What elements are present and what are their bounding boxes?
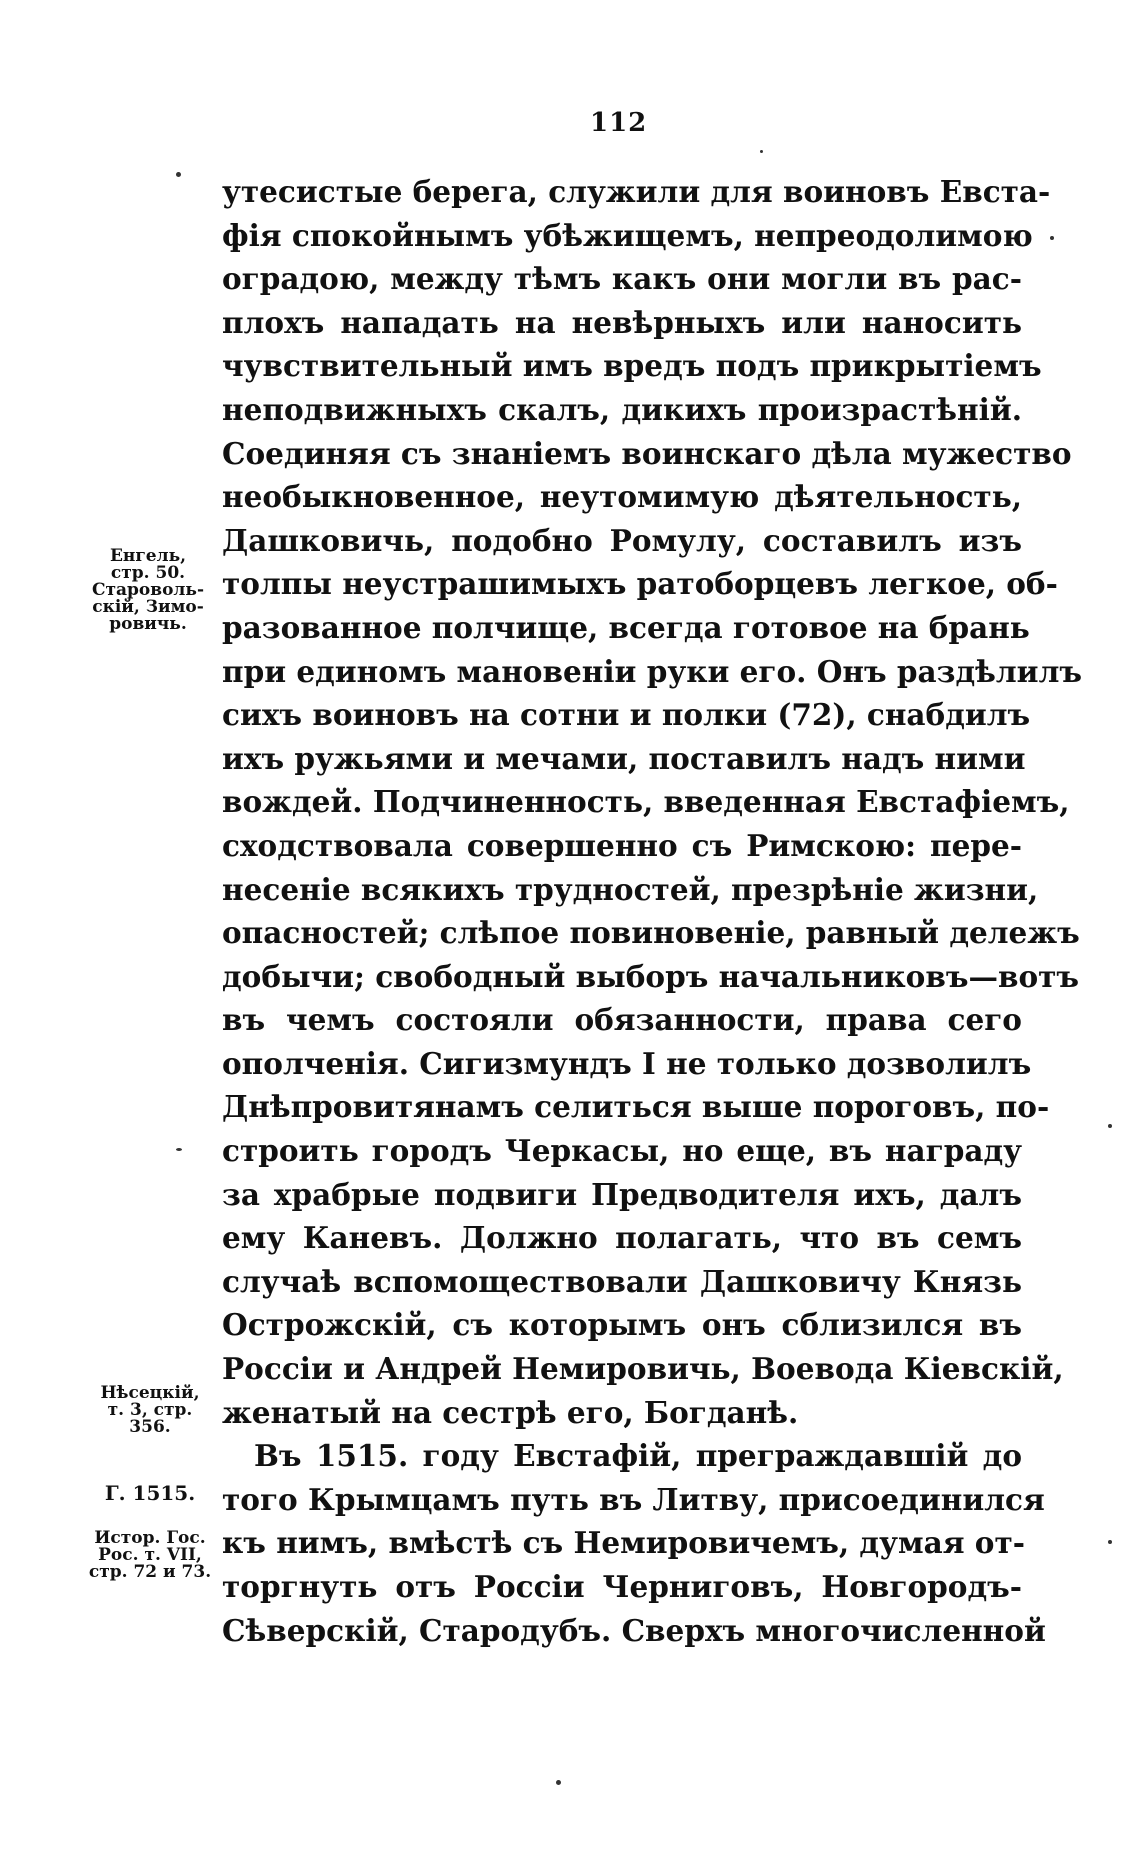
- text-line: строить городъ Черкасы, но еще, въ награду: [222, 1133, 1022, 1169]
- text-line: Въ 1515. году Евстафій, преграждавшій до: [254, 1438, 1022, 1474]
- text-line: ему Каневъ. Должно полагать, что въ семъ: [222, 1220, 1022, 1256]
- margin-note-line: Г. 1515.: [104, 1481, 196, 1505]
- text-line: фія спокойнымъ убѣжищемъ, непреодолимою: [222, 217, 1033, 253]
- text-line: Россіи и Андрей Немировичь, Воевода Кіевскій,: [222, 1351, 1064, 1387]
- text-line: добычи; свободный выборъ начальниковъ—вотъ: [222, 958, 1080, 994]
- text-line: къ нимъ, вмѣстѣ съ Немировичемъ, думая от-: [222, 1525, 1025, 1561]
- text-line: несеніе всякихъ трудностей, презрѣніе жизни,: [222, 871, 1039, 907]
- margin-note-line: скій, Зимо-: [92, 597, 204, 617]
- text-line: того Крымцамъ путь въ Литву, присоединился: [222, 1481, 1045, 1517]
- text-line: чувствительный имъ вредъ подъ прикрытіемъ: [222, 348, 1042, 384]
- page-number: 112: [590, 108, 648, 138]
- text-line: плохъ нападать на невѣрныхъ или наносить: [222, 304, 1022, 340]
- margin-note-line: Енгель,: [109, 546, 187, 566]
- margin-note-engel: [88, 548, 208, 633]
- text-line: толпы неустрашимыхъ ратоборцевъ легкое, об-: [222, 566, 1058, 602]
- text-line: торгнуть отъ Россіи Черниговъ, Новгородъ-: [222, 1569, 1022, 1604]
- text-line: Острожскій, съ которымъ онъ сблизился въ: [222, 1307, 1022, 1343]
- text-line: случаѣ вспомоществовали Дашковичу Князь: [222, 1263, 1022, 1299]
- text-line: сходствовала совершенно съ Римскою: пере-: [222, 827, 1022, 863]
- text-line: за храбрые подвиги Предводителя ихъ, далъ: [222, 1176, 1022, 1212]
- margin-note-line: Истор. Гос.: [94, 1528, 206, 1548]
- ink-speck: [176, 172, 181, 177]
- margin-note-niesecki: [88, 1385, 212, 1436]
- ink-speck: [1050, 236, 1054, 240]
- text-line: разованное полчище, всегда готовое на брань: [222, 609, 1030, 645]
- margin-note-line: ровичь.: [109, 614, 187, 634]
- text-line: Днѣпровитянамъ селиться выше пороговъ, по-: [222, 1089, 1050, 1125]
- ink-speck: [176, 1148, 182, 1151]
- main-text-body: [222, 170, 1082, 1652]
- margin-note-line: т. 3, стр.: [107, 1400, 193, 1420]
- margin-note-line: 356.: [129, 1417, 171, 1437]
- margin-note-history: [84, 1530, 216, 1581]
- text-line: сихъ воиновъ на сотни и полки (72), снабдилъ: [222, 697, 1031, 733]
- margin-note-year: [88, 1481, 212, 1505]
- margin-note-line: Нѣсецкій,: [100, 1383, 200, 1403]
- text-line: ихъ ружьями и мечами, поставилъ надъ ними: [222, 740, 1026, 776]
- margin-note-line: Староволь-: [91, 580, 205, 600]
- text-line: женатый на сестрѣ его, Богданѣ.: [222, 1394, 799, 1430]
- text-line: Соединяя съ знаніемъ воинскаго дѣла мужество: [222, 435, 1072, 471]
- text-line: при единомъ мановеніи руки его. Онъ раздѣлилъ: [222, 653, 1082, 689]
- text-line: необыкновенное, неутомимую дѣятельность,: [222, 479, 1022, 515]
- text-line: опасностей; слѣпое повиновеніе, равный дележъ: [222, 915, 1080, 951]
- text-line: Дашковичь, подобно Ромулу, составилъ изъ: [222, 522, 1022, 558]
- margin-note-line: Рос. т. VII,: [98, 1545, 202, 1565]
- ink-speck: [760, 150, 763, 153]
- text-line: въ чемъ состояли обязанности, права сего: [222, 1002, 1022, 1038]
- ink-speck: [1108, 1124, 1112, 1128]
- text-line: утесистые берега, служили для воиновъ Евста-: [222, 174, 1051, 209]
- margin-note-line: стр. 72 и 73.: [88, 1562, 212, 1582]
- text-line: ополченія. Сигизмундъ I не только дозволилъ: [222, 1045, 1032, 1081]
- ink-speck: [1108, 1540, 1112, 1544]
- margin-note-line: стр. 50.: [110, 563, 186, 583]
- text-line: вождей. Подчиненность, введенная Евстафіемъ,: [222, 784, 1070, 820]
- text-line: Сѣверскій, Стародубъ. Сверхъ многочисленной: [222, 1612, 1046, 1648]
- text-line: неподвижныхъ скалъ, дикихъ произрастѣній.: [222, 391, 1022, 427]
- ink-speck: [556, 1780, 561, 1785]
- text-line: оградою, между тѣмъ какъ они могли въ рас-: [222, 261, 1022, 297]
